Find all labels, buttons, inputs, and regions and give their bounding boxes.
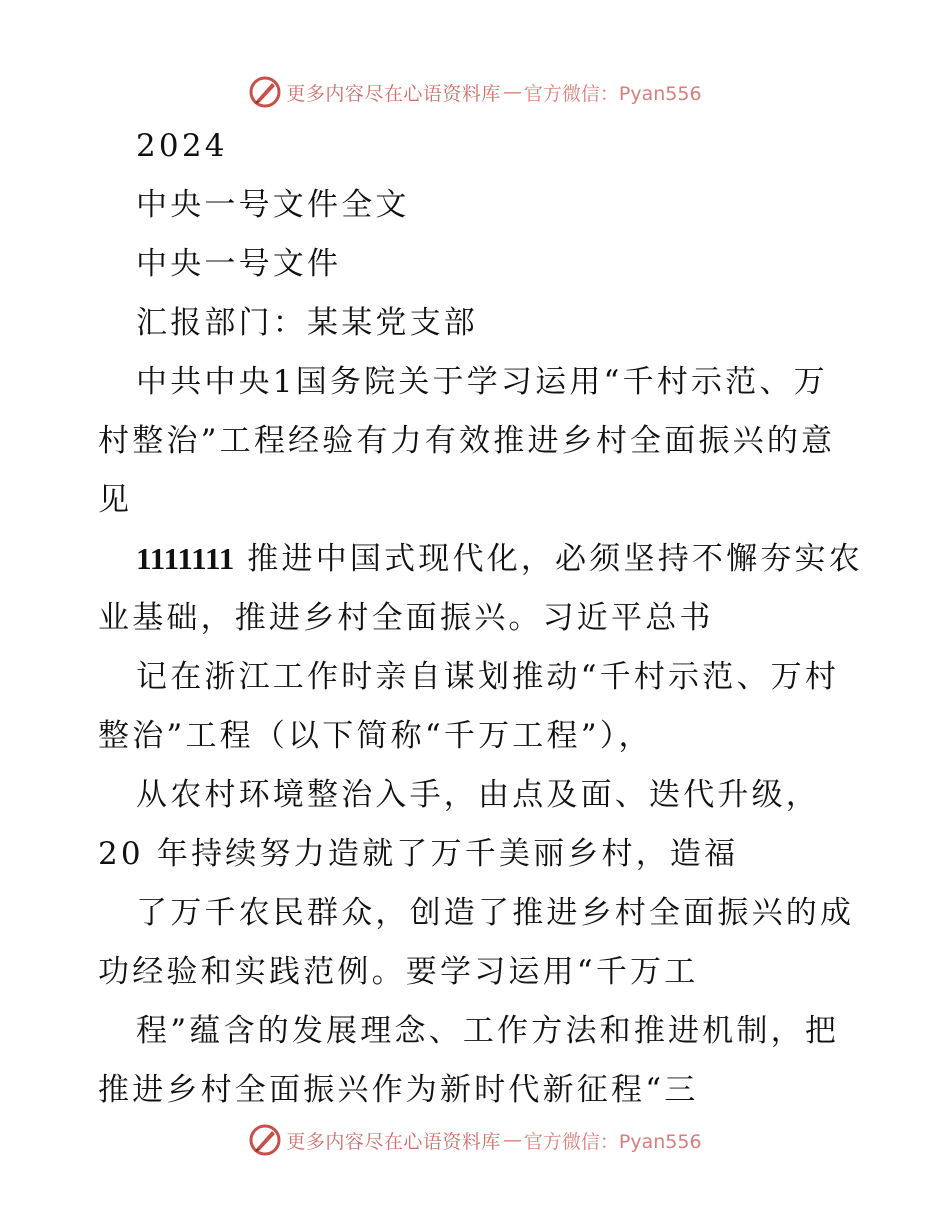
quill-pen-icon (248, 1123, 282, 1157)
document-title: 中央一号文件全文 (136, 187, 410, 223)
watermark-wechat-text: 官方微信：Pyan556 (523, 1130, 702, 1153)
watermark-dash: — (502, 81, 522, 103)
paragraph-3-line-1: 从农村环境整治入手，由点及面、迭代升级， (136, 777, 820, 813)
watermark-site-text: 更多内容尽在心语资料库 (286, 82, 501, 105)
header-watermark (0, 72, 950, 112)
paragraph-1-line-2: 业基础，推进乡村全面振兴。习近平总书 (98, 600, 714, 636)
quill-pen-icon (248, 75, 282, 109)
paragraph-2-line-1: 记在浙江工作时亲自谋划推动“千村示范、万村 (136, 659, 840, 695)
paragraph-1-text: 推进中国式现代化，必须坚持不懈夯实农 (234, 541, 863, 577)
paragraph-2-line-2: 整治”工程（以下简称“千万工程”）， (98, 718, 653, 754)
paragraph-1-line-1 (136, 539, 863, 579)
paragraph-5-line-2: 推进乡村全面振兴作为新时代新征程“三 (98, 1072, 699, 1108)
heading-line-2: 村整治”工程经验有力有效推进乡村全面振兴的意 (98, 423, 836, 459)
document-subtitle: 中央一号文件 (136, 246, 342, 282)
paragraph-4-line-1: 了万千农民群众，创造了推进乡村全面振兴的成 (136, 895, 855, 931)
heading-line-1: 中共中央1国务院关于学习运用“千村示范、万 (136, 364, 828, 400)
watermark-wechat-text: 官方微信：Pyan556 (523, 82, 702, 105)
footer-watermark (0, 1120, 950, 1160)
paragraph-3-line-2: 20 年持续努力造就了万千美丽乡村，造福 (98, 836, 739, 872)
report-department: 汇报部门：某某党支部 (136, 305, 478, 341)
paragraph-1-number: 1111111 (136, 541, 235, 576)
watermark-site-text: 更多内容尽在心语资料库 (286, 1130, 501, 1153)
document-year: 2024 (136, 128, 228, 164)
heading-line-3: 见 (98, 482, 133, 518)
paragraph-5-line-1: 程”蕴含的发展理念、工作方法和推进机制，把 (136, 1013, 840, 1049)
watermark-dash: — (502, 1129, 522, 1151)
paragraph-4-line-2: 功经验和实践范例。要学习运用“千万工 (98, 954, 699, 990)
